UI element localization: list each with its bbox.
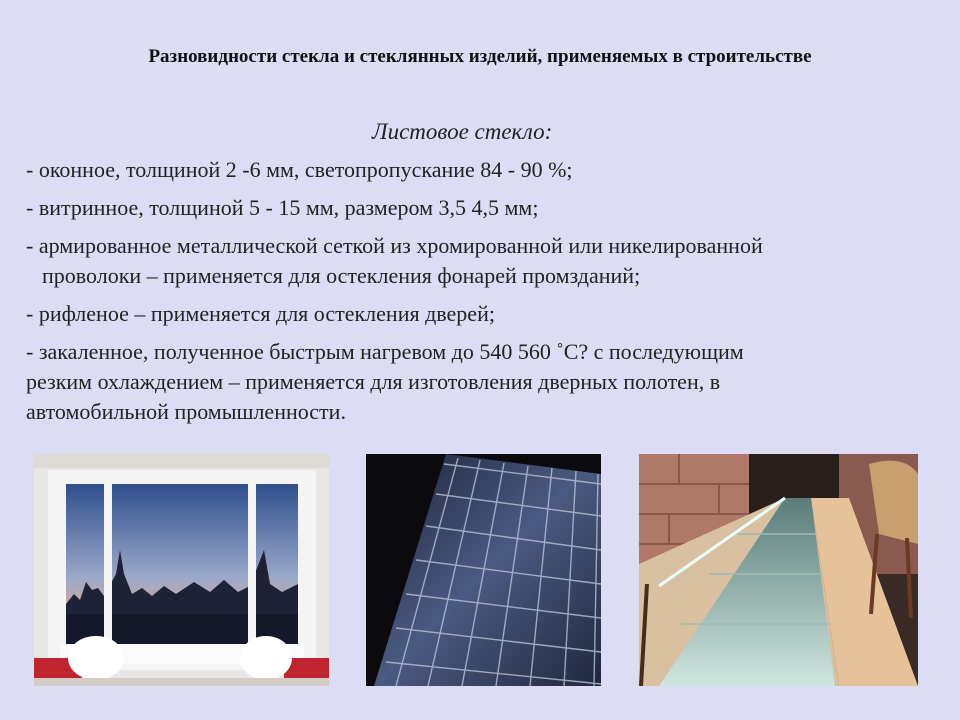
list-item <box>26 337 936 427</box>
list-item-text: - армированное металлической сеткой из хромированной или никелированной <box>26 233 763 258</box>
list-item-text: - оконное, толщиной 2 -6 мм, светопропускание 84 - 90 %; <box>26 157 573 182</box>
list-item-text: - рифленое – применяется для остекления дверей; <box>26 301 495 326</box>
glass-types-list <box>26 155 936 435</box>
window-photo <box>34 454 329 686</box>
list-item-continuation: проволоки – применяется для остекления фонарей промзданий; <box>42 263 641 288</box>
list-item-continuation: резким охлаждением – применяется для изготовления дверных полотен, в <box>26 369 721 394</box>
list-item <box>26 155 936 185</box>
list-item <box>26 231 936 291</box>
glass-floor-photo <box>639 454 918 686</box>
list-item <box>26 193 936 223</box>
slide-title: Разновидности стекла и стеклянных изделий, применяемых в строительстве <box>148 46 812 67</box>
list-item-text: - витринное, толщиной 5 - 15 мм, размером 3,5 4,5 мм; <box>26 195 539 220</box>
slide-subtitle: Листовое стекло: <box>372 119 553 144</box>
list-item-continuation: автомобильной промышленности. <box>26 399 346 424</box>
list-item-text: - закаленное, полученное быстрым нагревом до 540 560 ˚С? с последующим <box>26 339 744 364</box>
list-item <box>26 299 936 329</box>
wired-glass-photo <box>366 454 601 686</box>
